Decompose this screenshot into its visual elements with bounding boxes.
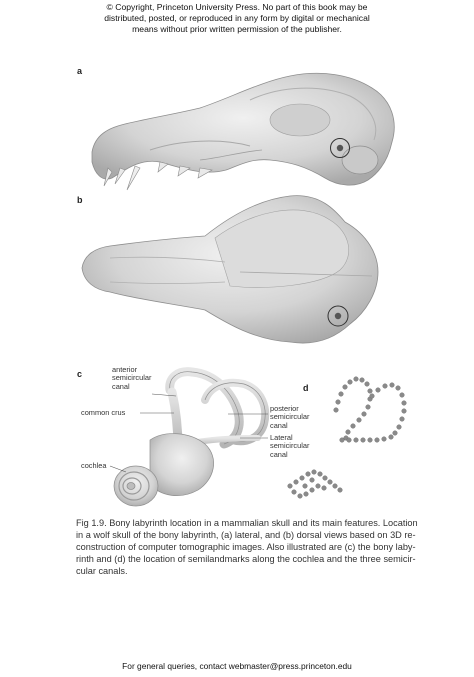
label-lateral-canal: Lateral semicircular canal — [270, 433, 310, 459]
panel-label-b: b — [77, 195, 83, 205]
label-anterior-canal: anterior semicircular canal — [112, 365, 152, 391]
copyright-line: means without prior written permission of the publisher. — [132, 24, 342, 34]
skull-lateral-view — [92, 73, 394, 190]
caption-line: rinth and (d) the location of semilandmarks along the cochlea and the three semicir- — [76, 554, 416, 565]
label-posterior-canal: posterior semicircular canal — [270, 404, 310, 430]
caption-line: construction of computer tomographic images. Also illustrated are (c) the bony laby- — [76, 542, 416, 553]
label-cochlea: cochlea — [81, 461, 107, 470]
cochlea-spiral — [114, 466, 158, 506]
copyright-line: distributed, posted, or reproduced in any form by digital or mechanical — [104, 13, 370, 23]
figure-caption — [76, 517, 418, 577]
panel-label-c: c — [77, 369, 83, 379]
footer-contact: For general queries, contact webmaster@press.princeton.edu — [122, 661, 352, 671]
copyright-line: © Copyright, Princeton University Press. No part of this book may be — [106, 2, 368, 12]
skull-dorsal-view — [82, 196, 378, 343]
caption-line: Fig 1.9. Bony labyrinth location in a mammalian skull and its main features. Location — [76, 518, 418, 528]
panel-label-a: a — [77, 66, 83, 76]
caption-line: in a wolf skull of the bony labyrinth, (a) lateral, and (b) dorsal views based on 3D re- — [76, 530, 416, 541]
panel-label-d: d — [303, 383, 309, 393]
label-common-crus: common crus — [81, 408, 126, 417]
bony-labyrinth-illustration — [110, 372, 268, 506]
caption-line: cular canals. — [76, 566, 128, 577]
